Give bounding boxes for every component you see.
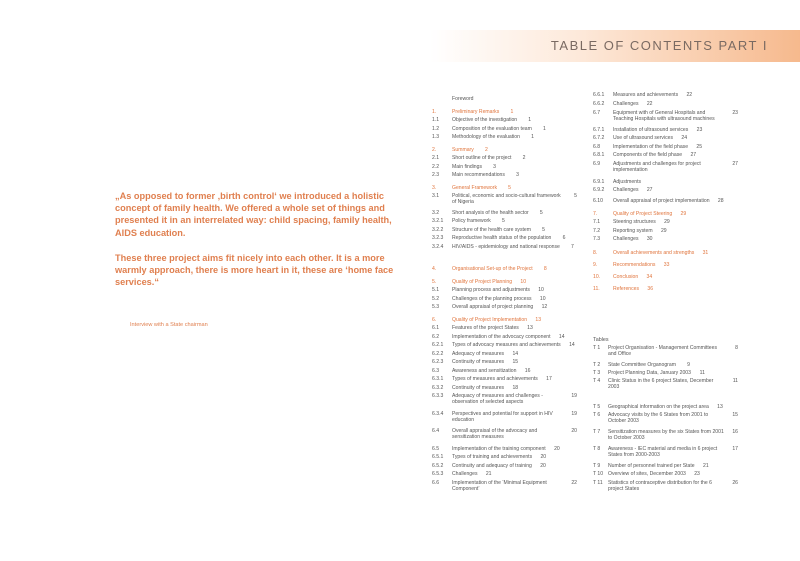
toc-entry[interactable] (432, 266, 547, 272)
toc-entry[interactable] (432, 454, 546, 460)
toc-entry-number: 6.2.1 (432, 342, 444, 348)
toc-entry[interactable] (432, 385, 518, 391)
toc-entry-page: 13 (535, 317, 542, 323)
toc-entry-page: 12 (541, 304, 548, 310)
toc-entry-page: 15 (512, 359, 519, 365)
toc-entry-page: 11 (732, 378, 738, 384)
toc-entry-title: Statistics of contraceptive distribution for the 6 project States (608, 480, 712, 492)
toc-entry[interactable] (593, 429, 738, 441)
toc-entry-number: 6.3.3 (432, 393, 444, 399)
toc-entry-title: Continuity and adequacy of training (452, 463, 532, 469)
toc-entry-number: 5.1 (432, 287, 440, 293)
toc-entry-number: 6.2 (432, 334, 440, 340)
toc-entry-page: 18 (512, 385, 519, 391)
toc-entry-number: 6.9.2 (593, 187, 605, 193)
toc-entry-page: 16 (732, 429, 738, 435)
toc-entry-title: Continuity of measures (452, 385, 505, 391)
toc-entry-page: 28 (717, 198, 724, 204)
toc-entry-title: Implementation of the ‘Minimal Equipment Component’ (452, 480, 547, 492)
toc-entry[interactable] (593, 480, 738, 492)
toc-entry-number: 5.2 (432, 296, 440, 302)
toc-entry-page: 23 (732, 110, 738, 116)
toc-entry-title: Features of the project States (452, 325, 519, 331)
toc-entry-page: 8 (735, 345, 738, 351)
toc-entry-number: 5.3 (432, 304, 440, 310)
toc-entry[interactable] (432, 172, 519, 178)
toc-entry-page: 10 (538, 287, 544, 293)
toc-entry[interactable] (432, 210, 543, 216)
toc-entry[interactable] (432, 147, 488, 153)
toc-entry-number: 1. (432, 109, 437, 115)
toc-entry-title: Project Planning Data, January 2003 (608, 370, 691, 376)
toc-entry-number: 6.7.2 (593, 135, 605, 141)
toc-entry-title: Installation of ultrasound services (613, 127, 689, 133)
toc-entry[interactable] (432, 155, 525, 161)
tables-heading: Tables (593, 337, 609, 343)
toc-entry-page: 14 (569, 342, 575, 348)
toc-entry-page: 14 (558, 334, 565, 340)
toc-entry[interactable] (593, 152, 696, 158)
toc-entry-page: 16 (524, 368, 531, 374)
toc-entry[interactable] (432, 393, 577, 405)
toc-entry-title: Organisational Set-up of the Project (452, 266, 533, 272)
toc-entry-page: 5 (574, 193, 577, 199)
toc-entry-title: Quality of Project Steering (613, 211, 673, 217)
toc-entry-title: Challenges (452, 471, 478, 477)
toc-entry-page: 17 (732, 446, 738, 452)
toc-entry-page: 15 (732, 412, 738, 418)
toc-entry-page: 1 (528, 117, 532, 123)
toc-entry-page: 5 (501, 218, 505, 224)
toc-entry-number: 6.9 (593, 161, 601, 167)
toc-entry-title: Geographical information on the project area (608, 404, 709, 410)
toc-entry-page (474, 96, 488, 102)
toc-entry[interactable] (593, 262, 669, 268)
toc-entry-page: 33 (663, 262, 670, 268)
toc-entry[interactable] (593, 250, 708, 256)
toc-entry-title: Challenges (613, 236, 639, 242)
toc-entry-page: 20 (540, 454, 547, 460)
toc-entry-number: 7. (593, 211, 598, 217)
toc-entry-number: 2.2 (432, 164, 440, 170)
toc-entry[interactable] (432, 428, 577, 440)
toc-entry[interactable] (593, 286, 653, 292)
toc-entry-number: 6.5.1 (432, 454, 444, 460)
toc-entry-number: 2.1 (432, 155, 440, 161)
toc-entry[interactable] (593, 404, 723, 410)
toc-entry-number: T 11 (593, 480, 603, 486)
toc-entry-title: Challenges of the planning process (452, 296, 532, 302)
toc-entry-title: Short analysis of the health sector (452, 210, 529, 216)
toc-entry-page: 36 (647, 286, 654, 292)
toc-entry-number (432, 96, 452, 102)
toc-entry-number: 6.7 (593, 110, 601, 116)
toc-entry-number: 6.6 (432, 480, 440, 486)
toc-entry-number: 6.3.4 (432, 411, 444, 417)
toc-entry-page: 17 (546, 376, 552, 382)
toc-entry-number: T 9 (593, 463, 601, 469)
toc-entry-title: Adjustments and challenges for project implementation (613, 161, 701, 173)
toc-entry-title: State Committee Organogram (608, 362, 676, 368)
toc-entry-title: Policy framework (452, 218, 491, 224)
toc-entry[interactable] (432, 411, 577, 423)
toc-entry-number: 7.1 (593, 219, 601, 225)
toc-entry-page: 1 (531, 134, 534, 140)
toc-entry[interactable] (432, 359, 518, 365)
toc-entry-page: 14 (512, 351, 519, 357)
toc-entry-title: Project Organisation - Management Committees and Office (608, 345, 717, 357)
toc-entry-title: Steering structures (613, 219, 656, 225)
toc-entry[interactable] (432, 164, 496, 170)
toc-entry-number: 6.3.1 (432, 376, 444, 382)
toc-entry[interactable] (593, 274, 652, 280)
toc-entry[interactable] (432, 244, 574, 250)
toc-entry-number: T 4 (593, 378, 601, 384)
toc-entry-number: 6.5.2 (432, 463, 444, 469)
toc-entry-number: 6.8 (593, 144, 601, 150)
toc-entry-page: 29 (660, 228, 667, 234)
toc-entry-page: 10 (520, 279, 527, 285)
toc-entry-number: 5. (432, 279, 437, 285)
toc-entry-page: 6 (562, 235, 566, 241)
toc-entry-number: 6.3 (432, 368, 440, 374)
toc-entry-title: Foreword (452, 96, 474, 102)
toc-entry[interactable] (432, 109, 513, 115)
toc-entry-number: T 10 (593, 471, 604, 477)
toc-entry[interactable] (593, 161, 738, 173)
toc-entry-number: 3.2.4 (432, 244, 444, 250)
toc-entry-number: T 8 (593, 446, 601, 452)
toc-entry[interactable] (593, 211, 686, 217)
toc-entry[interactable] (593, 471, 700, 477)
toc-entry-number: 6.7.1 (593, 127, 605, 133)
toc-entry-page: 24 (681, 135, 688, 141)
toc-entry[interactable] (593, 236, 653, 242)
toc-entry[interactable] (432, 96, 488, 102)
toc-entry[interactable] (432, 218, 505, 224)
toc-entry-title: Adequacy of measures (452, 351, 505, 357)
toc-entry-title: Use of ultrasound services (613, 135, 674, 141)
toc-entry-page: 2 (522, 155, 526, 161)
toc-entry[interactable] (432, 471, 492, 477)
toc-entry-page: 30 (646, 236, 653, 242)
toc-entry-title: Composition of the evaluation team (452, 126, 532, 132)
quote-paragraph-2: These three project aims fit nicely into each other. It is a more warmly approach, there is more heart in it, these are ‘home face services.“ (115, 252, 394, 288)
toc-entry-title: Awareness - IEC material and media in 6 project States from 2000-2003 (608, 446, 718, 458)
toc-entry-title: Overall appraisal of the advocacy and sensitization measures (452, 428, 538, 440)
toc-entry-title: Planning process and adjustments (452, 287, 530, 293)
toc-entry[interactable] (593, 228, 667, 234)
toc-entry-page: 20 (571, 428, 577, 434)
toc-entry[interactable] (432, 126, 546, 132)
toc-entry-title: Quality of Project Implementation (452, 317, 528, 323)
toc-entry-number: 10. (593, 274, 601, 280)
toc-entry-title: Methodology of the evaluation (452, 134, 520, 140)
toc-entry-title: Clinic Status in the 6 project States, December 2003 (608, 378, 714, 390)
toc-entry-number: 2. (432, 147, 437, 153)
toc-entry-number: 1.3 (432, 134, 440, 140)
toc-entry-title: Challenges (613, 187, 639, 193)
toc-entry[interactable] (593, 144, 702, 150)
toc-entry[interactable] (593, 463, 709, 469)
toc-entry-title: HIV/AIDS - epidemiology and national response (452, 244, 560, 250)
toc-entry-number: 6.8.1 (593, 152, 605, 158)
toc-entry-page: 9 (687, 362, 690, 368)
toc-entry-page: 22 (571, 480, 577, 486)
toc-entry[interactable] (432, 368, 530, 374)
toc-entry-page: 27 (646, 187, 653, 193)
toc-entry-title: Preliminary Remarks (452, 109, 500, 115)
toc-entry-title: Implementation of the advocacy component (452, 334, 551, 340)
toc-entry-number: 6.2.3 (432, 359, 444, 365)
toc-entry[interactable] (593, 187, 653, 193)
toc-entry-page: 20 (554, 446, 560, 452)
toc-entry-number: 8. (593, 250, 598, 256)
toc-entry-page: 5 (542, 227, 545, 233)
toc-entry[interactable] (432, 342, 575, 348)
toc-entry-number: 6.5 (432, 446, 440, 452)
toc-entry-title: Objective of the investigation (452, 117, 518, 123)
toc-entry-title: Main recommendations (452, 172, 505, 178)
toc-entry-number: 11. (593, 286, 600, 292)
toc-entry[interactable] (593, 412, 738, 424)
toc-entry-number: 1.1 (432, 117, 440, 123)
toc-entry-title: Reproductive health status of the population (452, 235, 552, 241)
toc-entry-number: 6.2.2 (432, 351, 444, 357)
toc-entry[interactable] (432, 185, 511, 191)
toc-entry-page: 27 (732, 161, 738, 167)
toc-entry[interactable] (593, 127, 702, 133)
toc-entry-title: Perspectives and potential for support in HIV education (452, 411, 553, 423)
toc-entry-page: 19 (571, 393, 577, 399)
toc-entry-number: 6. (432, 317, 437, 323)
toc-entry[interactable] (593, 362, 690, 368)
toc-entry[interactable] (593, 101, 653, 107)
toc-entry-page: 1 (543, 126, 546, 132)
toc-entry-number: 3. (432, 185, 437, 191)
toc-entry-number: 6.1 (432, 325, 440, 331)
toc-entry-title: Equipment with of General Hospitals and Teaching Hospitals with ultrasound machines (613, 110, 715, 122)
toc-entry[interactable] (432, 351, 518, 357)
toc-entry-title: Types of advocacy measures and achievements (452, 342, 561, 348)
toc-entry-title: Structure of the health care system (452, 227, 531, 233)
toc-entry-title: Summary (452, 147, 474, 153)
toc-entry-number: 3.2 (432, 210, 440, 216)
toc-entry-title: General Framework (452, 185, 498, 191)
toc-entry-number: 3.2.2 (432, 227, 444, 233)
toc-entry[interactable] (593, 92, 692, 98)
toc-entry-page: 21 (702, 463, 709, 469)
toc-entry-page: 21 (485, 471, 492, 477)
toc-entry-page: 8 (543, 266, 547, 272)
toc-entry-title: Overview of sites, December 2003 (608, 471, 686, 477)
toc-entry-title: Quality of Project Planning (452, 279, 513, 285)
toc-entry-title: References (613, 286, 640, 292)
toc-entry-title: Recommendations (613, 262, 656, 268)
quote-source: Interview with a State chairman (130, 322, 208, 328)
toc-entry-title: Implementation of the field phase (613, 144, 689, 150)
toc-entry-page: 3 (493, 164, 497, 170)
toc-entry[interactable] (593, 370, 705, 376)
toc-entry-number: 7.3 (593, 236, 601, 242)
toc-entry-title: Awareness and sensitization (452, 368, 517, 374)
toc-entry-title: Adequacy of measures and challenges - observation of selected aspects (452, 393, 543, 405)
toc-entry-number: 9. (593, 262, 598, 268)
toc-entry-number: 6.6.2 (593, 101, 605, 107)
toc-entry-title: Challenges (613, 101, 639, 107)
toc-entry-page: 13 (717, 404, 723, 410)
toc-entry-title: Overall achievements and strengths (613, 250, 695, 256)
toc-entry[interactable] (432, 279, 526, 285)
toc-entry-page: 22 (646, 101, 653, 107)
toc-entry-number: T 6 (593, 412, 601, 418)
toc-entry-number: T 1 (593, 345, 601, 351)
toc-entry[interactable] (432, 296, 546, 302)
toc-entry[interactable] (432, 325, 533, 331)
toc-entry[interactable] (593, 179, 655, 185)
toc-entry-page: 29 (680, 211, 687, 217)
toc-entry-page: 5 (539, 210, 543, 216)
toc-entry-page: 10 (539, 296, 546, 302)
toc-entry[interactable] (432, 227, 545, 233)
toc-entry[interactable] (432, 446, 560, 452)
toc-entry-page: 22 (686, 92, 693, 98)
toc-entry[interactable] (432, 376, 552, 382)
toc-entry-number: 3.2.3 (432, 235, 444, 241)
toc-entry-page: 31 (702, 250, 709, 256)
toc-entry-number: 3.2.1 (432, 218, 444, 224)
toc-entry[interactable] (593, 110, 738, 122)
toc-entry-page: 26 (732, 480, 738, 486)
toc-entry-title: Political, economic and socio-cultural framework of Nigeria (452, 193, 561, 205)
toc-entry-page: 23 (696, 127, 703, 133)
toc-entry-number: 2.3 (432, 172, 440, 178)
toc-entry-page: 23 (694, 471, 700, 477)
toc-entry-page: 5 (508, 185, 512, 191)
toc-entry-number: 4. (432, 266, 437, 272)
toc-entry[interactable] (593, 198, 724, 204)
toc-entry[interactable] (593, 219, 670, 225)
toc-entry-number: 6.5.3 (432, 471, 444, 477)
toc-entry-page: 25 (696, 144, 703, 150)
toc-entry-title: Main findings (452, 164, 483, 170)
toc-entry-number: 6.4 (432, 428, 440, 434)
toc-entry-page: 3 (516, 172, 519, 178)
toc-entry-page: 27 (690, 152, 697, 158)
toc-entry-title: Types of measures and achievements (452, 376, 538, 382)
toc-entry-number: 6.3.2 (432, 385, 444, 391)
toc-entry[interactable] (432, 117, 531, 123)
toc-entry-page: 19 (571, 411, 577, 417)
toc-entry[interactable] (432, 134, 534, 140)
toc-entry-title: Overall appraisal of project implementation (613, 198, 710, 204)
toc-entry-title: Conclusion (613, 274, 639, 280)
toc-entry-page: 7 (571, 244, 574, 250)
toc-entry[interactable] (432, 480, 577, 492)
toc-entry-number: T 2 (593, 362, 601, 368)
toc-entry[interactable] (593, 135, 687, 141)
toc-entry-page: 34 (646, 274, 653, 280)
toc-entry[interactable] (432, 304, 547, 310)
toc-entry-title: Advocacy visits by the 6 States from 2001 to October 2003 (608, 412, 709, 424)
toc-entry[interactable] (432, 193, 577, 205)
toc-entry[interactable] (432, 334, 565, 340)
toc-entry-title: Types of training and achievements (452, 454, 533, 460)
toc-entry-title: Continuity of measures (452, 359, 505, 365)
toc-entry-title: Components of the field phase (613, 152, 683, 158)
toc-entry-number: 1.2 (432, 126, 440, 132)
toc-entry[interactable] (432, 287, 544, 293)
toc-entry[interactable] (593, 446, 738, 458)
toc-entry-number: 6.6.1 (593, 92, 605, 98)
toc-entry-title: Number of personnel trained per State (608, 463, 695, 469)
toc-entry-page (641, 179, 655, 185)
pull-quote (115, 190, 415, 301)
toc-entry-page: 2 (484, 147, 488, 153)
toc-entry-title: Overall appraisal of project planning (452, 304, 534, 310)
toc-entry[interactable] (432, 463, 546, 469)
toc-entry-title: Adjustments (613, 179, 642, 185)
toc-entry-page: 13 (527, 325, 533, 331)
toc-entry-page: 1 (510, 109, 514, 115)
toc-entry-title: Implementation of the training component (452, 446, 546, 452)
toc-entry-number: 6.10 (593, 198, 603, 204)
toc-entry-page: 11 (699, 370, 705, 376)
toc-entry[interactable] (432, 235, 565, 241)
toc-entry-title: Sensitization measures by the six States from 2001 to October 2003 (608, 429, 724, 441)
toc-entry-number: 6.9.1 (593, 179, 605, 185)
toc-entry-number: 3.1 (432, 193, 440, 199)
toc-entry-title: Short outline of the project (452, 155, 512, 161)
toc-entry-number: T 3 (593, 370, 601, 376)
page-title: TABLE OF CONTENTS PART I (550, 38, 768, 53)
toc-entry-title: Measures and achievements (613, 92, 679, 98)
toc-entry[interactable] (593, 378, 738, 390)
quote-paragraph-1: „As opposed to former ‚birth control‘ we introduced a holistic concept of family health. We offered a whole set of things and presented it in an interrelated way: child spacing, family health, AIDS education. (115, 191, 392, 238)
toc-entry-number: T 5 (593, 404, 601, 410)
toc-entry[interactable] (593, 345, 738, 357)
toc-entry-page: 20 (540, 463, 546, 469)
toc-entry-number: 7.2 (593, 228, 601, 234)
toc-entry-title: Reporting system (613, 228, 653, 234)
toc-entry-page: 29 (664, 219, 670, 225)
toc-entry[interactable] (432, 317, 541, 323)
toc-entry-number: T 7 (593, 429, 601, 435)
